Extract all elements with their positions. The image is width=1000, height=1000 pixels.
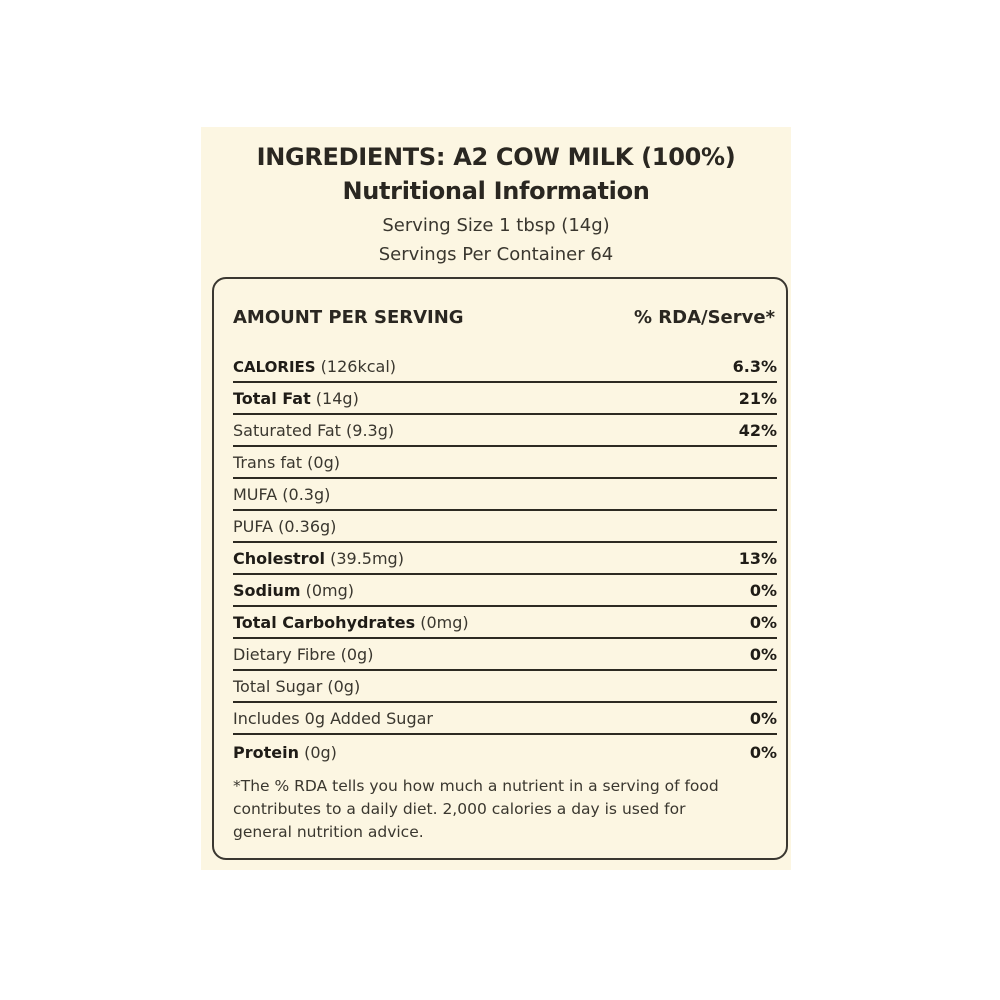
nutrient-amount: Trans fat (0g) — [233, 453, 340, 472]
nutrient-name — [233, 357, 396, 376]
footnote-line: general nutrition advice. — [233, 823, 424, 841]
table-row — [233, 703, 777, 735]
nutrient-name — [233, 677, 360, 696]
table-row — [233, 607, 777, 639]
servings-per-container: Servings Per Container 64 — [378, 244, 614, 265]
nutrition-table — [212, 277, 788, 860]
nutrient-rda: 0% — [749, 743, 777, 762]
nutrient-name — [233, 581, 354, 600]
table-row — [233, 479, 777, 511]
amount-per-serving-header: AMOUNT PER SERVING — [233, 307, 464, 328]
table-row — [233, 511, 777, 543]
nutrient-amount: PUFA (0.36g) — [233, 517, 337, 536]
nutrient-amount: (0g) — [298, 743, 337, 762]
nutrient-label: Total Fat — [233, 389, 311, 408]
nutrient-rda: 0% — [749, 613, 777, 632]
nutrient-name — [233, 389, 359, 408]
table-row — [233, 347, 777, 383]
serving-size: Serving Size 1 tbsp (14g) — [382, 215, 610, 236]
nutrient-rda: 21% — [738, 389, 777, 408]
nutrient-label: CALORIES — [233, 358, 316, 376]
nutrient-amount: Dietary Fibre (0g) — [233, 645, 374, 664]
table-row — [233, 639, 777, 671]
footnote-line: contributes to a daily diet. 2,000 calories a day is used for — [233, 800, 686, 818]
nutrient-amount: Total Sugar (0g) — [233, 677, 361, 696]
ingredients-heading: INGREDIENTS: A2 COW MILK (100%) — [256, 143, 736, 171]
nutrient-rda: 6.3% — [732, 357, 777, 376]
nutrient-amount: Includes 0g Added Sugar — [233, 709, 433, 728]
table-row — [233, 415, 777, 447]
nutrition-title: Nutritional Information — [342, 177, 650, 205]
nutrient-amount: MUFA (0.3g) — [233, 485, 331, 504]
nutrient-amount: (0mg) — [415, 613, 469, 632]
nutrient-name — [233, 645, 373, 664]
nutrient-name — [233, 709, 433, 728]
nutrient-name — [233, 453, 340, 472]
nutrient-label: Sodium — [233, 581, 301, 600]
nutrient-name — [233, 485, 330, 504]
nutrient-rda: 13% — [738, 549, 777, 568]
rda-header: % RDA/Serve* — [633, 307, 775, 328]
nutrient-name — [233, 743, 337, 762]
nutrient-rda: 42% — [738, 421, 777, 440]
nutrient-amount: (126kcal) — [315, 357, 396, 376]
nutrient-amount: Saturated Fat (9.3g) — [233, 421, 395, 440]
table-row — [233, 735, 777, 767]
nutrition-label — [201, 127, 791, 870]
nutrient-label: Protein — [233, 743, 299, 762]
nutrient-name — [233, 421, 394, 440]
rda-footnote — [233, 775, 773, 844]
table-row — [233, 671, 777, 703]
nutrient-rda: 0% — [749, 581, 777, 600]
nutrient-name — [233, 613, 469, 632]
nutrient-rda: 0% — [749, 645, 777, 664]
nutrient-amount: (39.5mg) — [325, 549, 404, 568]
nutrient-name — [233, 549, 404, 568]
nutrient-rda: 0% — [749, 709, 777, 728]
table-row — [233, 447, 777, 479]
table-row — [233, 543, 777, 575]
nutrient-label: Total Carbohydrates — [233, 613, 416, 632]
nutrient-label: Cholestrol — [233, 549, 325, 568]
footnote-line: *The % RDA tells you how much a nutrient in a serving of food — [233, 777, 719, 795]
nutrient-amount: (14g) — [310, 389, 359, 408]
table-row — [233, 575, 777, 607]
nutrient-rows — [233, 347, 777, 767]
table-row — [233, 383, 777, 415]
table-header — [233, 307, 775, 331]
nutrient-amount: (0mg) — [300, 581, 355, 600]
nutrient-name — [233, 517, 336, 536]
